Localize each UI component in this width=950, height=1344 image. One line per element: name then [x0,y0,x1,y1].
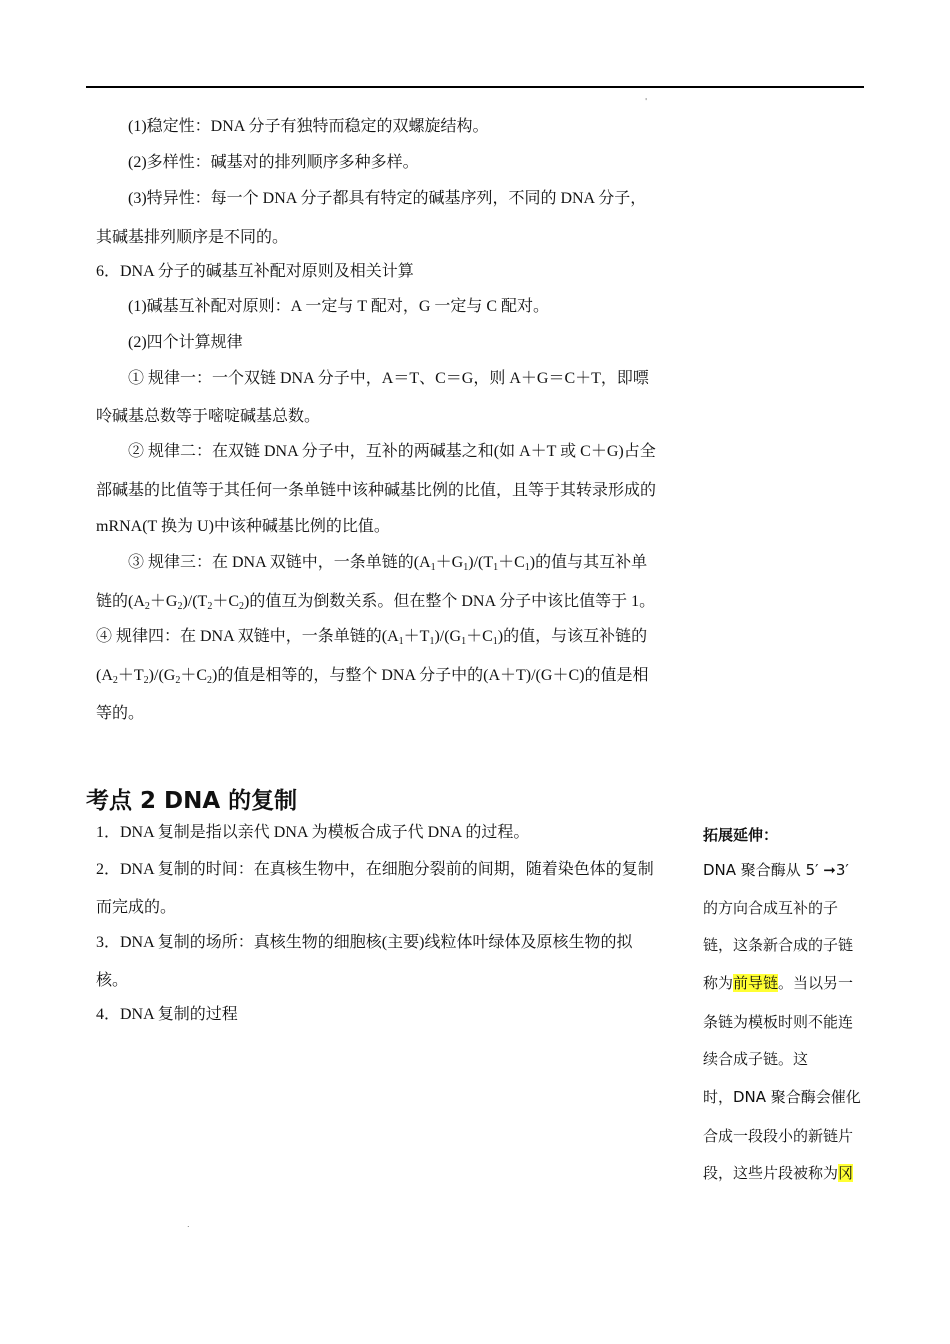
sidebar-line: 链，这条新合成的子链 [703,936,854,954]
paragraph-line: (2)多样性：碱基对的排列顺序多种多样。 [128,154,419,171]
paragraph-line: 而完成的。 [96,899,177,916]
list-item-heading: 6．DNA 分子的碱基互补配对原则及相关计算 [96,263,414,280]
paragraph-line: 部碱基的比值等于其任何一条单链中该种碱基比例的比值，且等于其转录形成的 [96,482,657,499]
sidebar-line: 称为前导链。当以另一 [703,974,854,992]
highlight-term: 前导链 [733,974,779,992]
header-mark: ' [645,97,648,106]
paragraph-line: (1)稳定性：DNA 分子有独特而稳定的双螺旋结构。 [128,118,489,135]
highlight-term: 冈 [838,1164,854,1182]
paragraph-line: 等的。 [96,705,145,722]
sidebar-title: 拓展延伸： [703,826,779,844]
paragraph-line: 呤碱基总数等于嘧啶碱基总数。 [96,408,321,425]
paragraph-line: (2)四个计算规律 [128,334,243,351]
list-item: 3．DNA 复制的场所：真核生物的细胞核(主要)线粒体叶绿体及原核生物的拟 [96,934,633,951]
paragraph-line: ① 规律一：一个双链 DNA 分子中，A＝T、C＝G，则 A＋G＝C＋T，即嘌 [128,370,649,387]
rule-4-line-1: ④ 规律四：在 DNA 双链中，一条单链的$(A_1+T_1)/(G_1+C_1)$的值，与该互补链的 [96,628,648,647]
sidebar-line: 合成一段段小的新链片 [703,1127,854,1145]
footer-mark: . [187,1220,190,1229]
list-item: 1．DNA 复制是指以亲代 DNA 为模板合成子代 DNA 的过程。 [96,824,530,841]
sidebar-line: DNA 聚合酶从 5′ ➞3′ [703,861,849,879]
paragraph-line: (3)特异性：每一个 DNA 分子都具有特定的碱基序列，不同的 DNA 分子， [128,190,647,207]
paragraph-line: mRNA(T 换为 U)中该种碱基比例的比值。 [96,518,390,535]
paragraph-line: ② 规律二：在双链 DNA 分子中，互补的两碱基之和(如 A＋T 或 C＋G)占全 [128,443,656,460]
sidebar-line: 续合成子链。这 [703,1050,809,1068]
sidebar-line: 条链为模板时则不能连 [703,1013,854,1031]
sidebar-line: 的方向合成互补的子 [703,899,839,917]
section-heading: 考点 2 DNA 的复制 [86,788,298,814]
paragraph-line: 其碱基排列顺序是不同的。 [96,229,289,246]
list-item: 2．DNA 复制的时间：在真核生物中，在细胞分裂前的间期，随着染色体的复制 [96,861,654,878]
sidebar-line: 段，这些片段被称为冈 [703,1164,854,1182]
paragraph-line: (1)碱基互补配对原则：A 一定与 T 配对，G 一定与 C 配对。 [128,298,550,315]
rule-4-line-2: $(A_2+T_2)/(G_2+C_2)$的值是相等的，与整个 DNA 分子中的(A＋T)/(G＋C)的值是相 [96,667,649,686]
list-item: 4．DNA 复制的过程 [96,1006,238,1023]
sidebar-line: 时，DNA 聚合酶会催化 [703,1088,861,1106]
rule-3-line-2: 链的$(A_2+G_2)/(T_2+C_2)$的值互为倒数关系。但在整个 DNA 分子中该比值等于 1。 [96,593,656,612]
rule-3-line-1: ③ 规律三：在 DNA 双链中，一条单链的$(A_1+G_1)/(T_1+C_1)$的值与其互补单 [128,554,648,573]
header-rule [86,86,864,88]
paragraph-line: 核。 [96,972,129,989]
